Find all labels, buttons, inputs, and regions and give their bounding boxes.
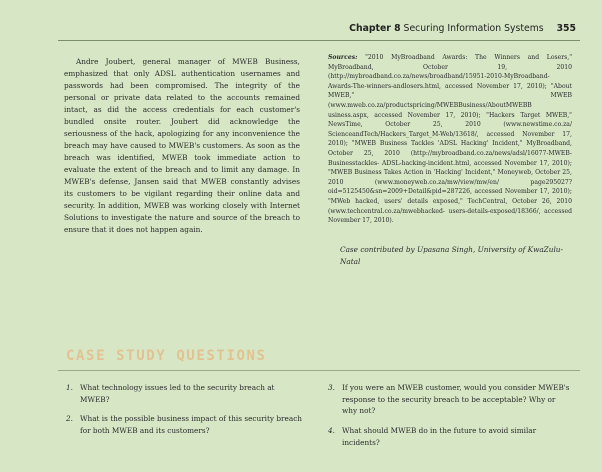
question-number: 2.: [66, 414, 73, 423]
sources-text: "2010 MyBroadband Awards: The Winners and Losers," MyBroadband, October 19, 2010 (http://mybroadband.co.za/news/broadband/15951-2010-MyBroadband-Awards-The-winners-andlosers.html, accessed November 17, 2010); "About MWEB," MWEB (www.mweb.co.za/productspricing/MWEBBusiness/AboutMWEBB usiness.aspx, accessed November 17, 2010); "Hackers Target MWEB," NewsTime, October 25, 2010 (www.newstime.co.za/ ScienceandTech/Hackers_Target_M-Web/13618/, accessed November 17, 2010); "MWEB Business Tackles 'ADSL Hacking' Incident," MyBroadband, October 25, 2010 (http://mybroadband.co.za/news/adsl/16077-MWEB-Businesstackles- ADSL-hacking-incident.html, accessed November 17, 2010); "MWEB Business Takes Action in 'Hacking' Incident," Moneyweb, October 25, 2010 (www.moneyweb.co.za/mw/view/mw/en/ page295027?oid=5125450&sn=2009+Detail&pid=287226, accessed November 17, 2010); "MWeb hacked, users' details exposed," TechCentral, October 26, 2010 (www.techcentral.co.za/mwebhacked- users-details-exposed/18366/, accessed November 17, 2010).: [328, 54, 573, 225]
sources-label: Sources:: [328, 54, 358, 61]
case-credit: Case contributed by Upasana Singh, University of KwaZulu-Natal: [340, 245, 563, 266]
question-3: [328, 382, 572, 417]
case-study-rule: [58, 370, 580, 371]
header-rule: [58, 40, 580, 41]
question-number: 4.: [328, 426, 335, 435]
question-text: What is the possible business impact of this security breach for both MWEB and its customers?: [80, 414, 302, 435]
sources-block: [328, 53, 572, 226]
section-title: Securing Information Systems: [403, 23, 544, 34]
question-number: 3.: [328, 383, 335, 392]
page-number: 355: [556, 23, 576, 34]
body-paragraph: Andre Joubert, general manager of MWEB Business, emphasized that only ADSL authentication usernames and passwords had been compromised. The integrity of the personal or private data related to the accounts remained intact, as did the access credentials for each customer's bundled onsite router. Joubert did acknowledge the seriousness of the hack, apologizing for any inconvenience the breach may have caused to MWEB's customers. As soon as the breach was identified, MWEB took immediate action to evaluate the extent of the breach and to limit any damage. In MWEB's defense, Jansen said that MWEB constantly advises its customers to be vigilant regarding their online data and security. In addition, MWEB was working closely with Internet Solutions to investigate the nature and source of the breach to ensure that it does not happen again.: [64, 57, 300, 234]
question-4: [328, 425, 572, 448]
question-number: 1.: [66, 383, 73, 392]
question-2: [66, 413, 306, 436]
page-header: [349, 23, 576, 34]
question-text: What should MWEB do in the future to avoid similar incidents?: [342, 426, 537, 447]
question-text: If you were an MWEB customer, would you consider MWEB's response to the security breach to be acceptable? Why or why not?: [342, 383, 570, 415]
case-study-title: CASE STUDY QUESTIONS: [66, 348, 267, 364]
question-1: [66, 382, 306, 405]
chapter-label: Chapter 8: [349, 23, 401, 34]
question-text: What technology issues led to the security breach at MWEB?: [80, 383, 275, 404]
